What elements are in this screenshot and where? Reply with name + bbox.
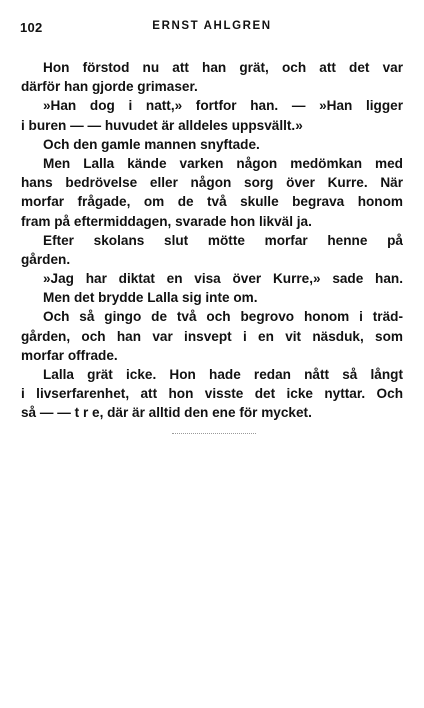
text-line: Efter skolans slut mötte morfar henne på xyxy=(43,232,403,248)
text-line: fram på eftermiddagen, svarade hon likväl ja. xyxy=(21,213,312,229)
text-line: »Jag har diktat en visa över Kurre,» sade han. xyxy=(43,271,403,287)
text-line: i livserfarenhet, att hon visste det icke nyttar. Och xyxy=(21,386,403,402)
text-line: Hon förstod nu att han grät, och att det var xyxy=(43,60,403,75)
text-line: i buren — — huvudet är alldeles uppsvällt.» xyxy=(21,117,303,133)
text-line: morfar frågade, om de två skulle begrava honom xyxy=(21,194,403,210)
page-header xyxy=(20,20,404,38)
page-number: 102 xyxy=(20,20,43,35)
text-line: Men Lalla kände varken någon medömkan med xyxy=(43,155,403,171)
text-line: därför han gjorde grimaser. xyxy=(21,79,198,95)
text-line: hans bedrövelse eller någon sorg över Kurre. När xyxy=(21,175,403,191)
running-head: ERNST AHLGREN xyxy=(152,20,272,32)
body-text xyxy=(21,58,403,423)
text-line: Och så gingo de två och begrovo honom i träd- xyxy=(43,309,403,325)
text-line: gården, och han var insvept i en vit näsduk, som xyxy=(21,328,403,344)
text-line: »Han dog i natt,» fortfor han. — »Han ligger xyxy=(43,98,403,114)
text-line: Men det brydde Lalla sig inte om. xyxy=(43,290,258,306)
text-line: Lalla grät icke. Hon hade redan nått så långt xyxy=(43,367,403,382)
text-line: Och den gamle mannen snyftade. xyxy=(43,136,260,152)
text-line: morfar offrade. xyxy=(21,347,118,363)
section-divider xyxy=(172,433,256,434)
text-line: så — — t r e, där är alltid den ene för mycket. xyxy=(21,405,312,421)
text-line: gården. xyxy=(21,251,71,267)
